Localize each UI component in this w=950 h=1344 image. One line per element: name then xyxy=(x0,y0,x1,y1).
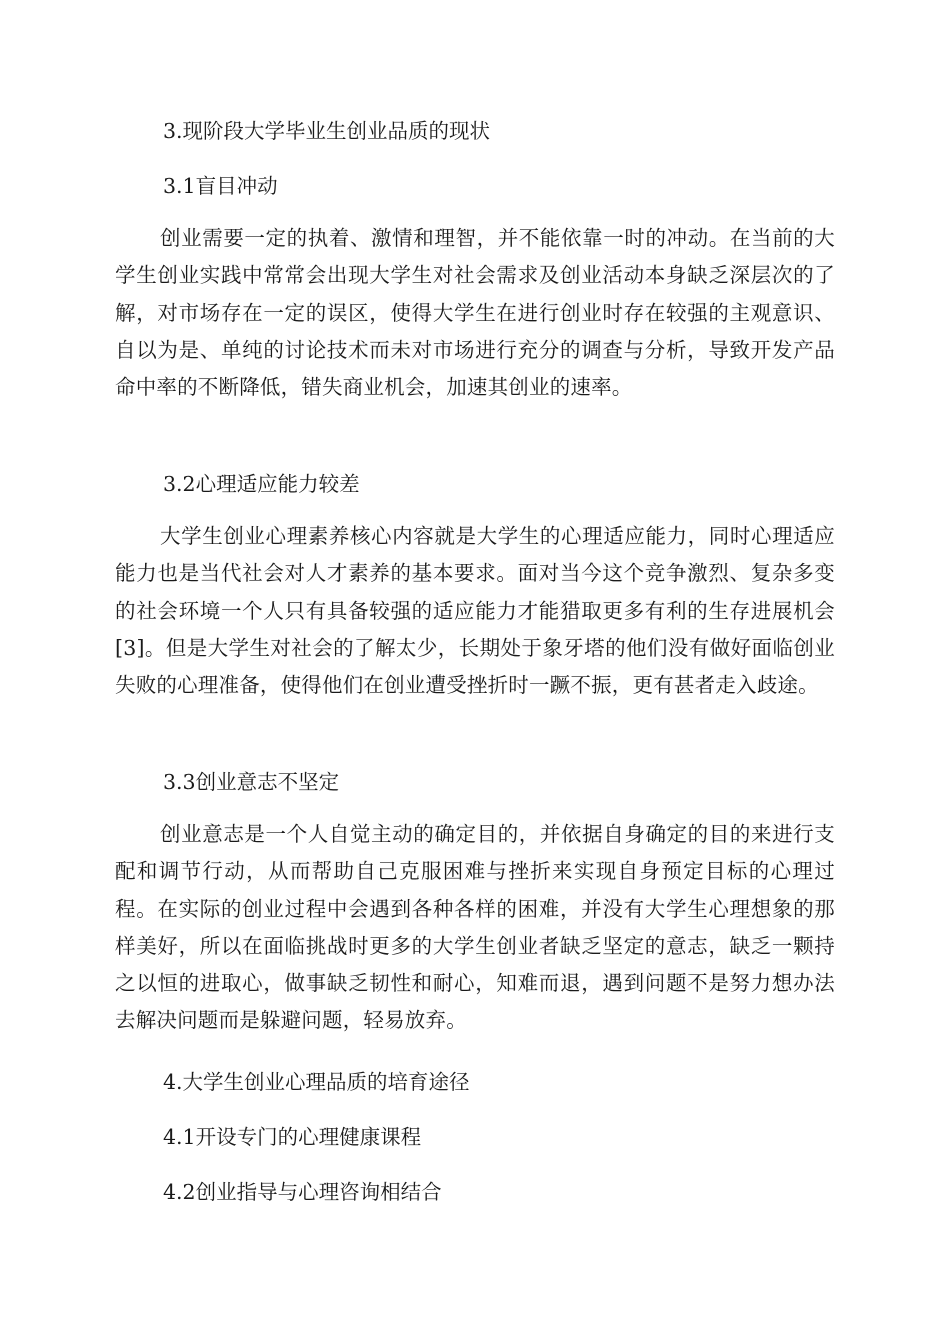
subsection-heading-3-2: 3.2心理适应能力较差 xyxy=(163,472,360,496)
section-heading-4: 4.大学生创业心理品质的培育途径 xyxy=(163,1070,470,1094)
subsection-heading-4-1: 4.1开设专门的心理健康课程 xyxy=(163,1125,422,1149)
paragraph-3-1: 创业需要一定的执着、激情和理智，并不能依靠一时的冲动。在当前的大学生创业实践中常常会出现大学生对社会需求及创业活动本身缺乏深层次的了解，对市场存在一定的误区，使得大学生在进行创业时存在较强的主观意识、自以为是、单纯的讨论技术而未对市场进行充分的调查与分析，导致开发产品命中率的不断降低，错失商业机会，加速其创业的速率。 xyxy=(115,226,835,400)
paragraph-3-2: 大学生创业心理素养核心内容就是大学生的心理适应能力，同时心理适应能力也是当代社会对人才素养的基本要求。面对当今这个竞争激烈、复杂多变的社会环境一个人只有具备较强的适应能力才能猎取更多有利的生存进展机会[3]。但是大学生对社会的了解太少，长期处于象牙塔的他们没有做好面临创业失败的心理准备，使得他们在创业遭受挫折时一蹶不振，更有甚者走入歧途。 xyxy=(115,524,835,698)
section-heading-3: 3.现阶段大学毕业生创业品质的现状 xyxy=(163,119,491,143)
subsection-heading-4-2: 4.2创业指导与心理咨询相结合 xyxy=(163,1180,442,1204)
subsection-heading-3-1: 3.1盲目冲动 xyxy=(163,174,278,198)
paragraph-3-3: 创业意志是一个人自觉主动的确定目的，并依据自身确定的目的来进行支配和调节行动，从而帮助自己克服困难与挫折来实现自身预定目标的心理过程。在实际的创业过程中会遇到各种各样的困难，并没有大学生心理想象的那样美好，所以在面临挑战时更多的大学生创业者缺乏坚定的意志，缺乏一颗持之以恒的进取心，做事缺乏韧性和耐心，知难而退，遇到问题不是努力想办法去解决问题而是躲避问题，轻易放弃。 xyxy=(115,822,835,1033)
subsection-heading-3-3: 3.3创业意志不坚定 xyxy=(163,770,340,794)
